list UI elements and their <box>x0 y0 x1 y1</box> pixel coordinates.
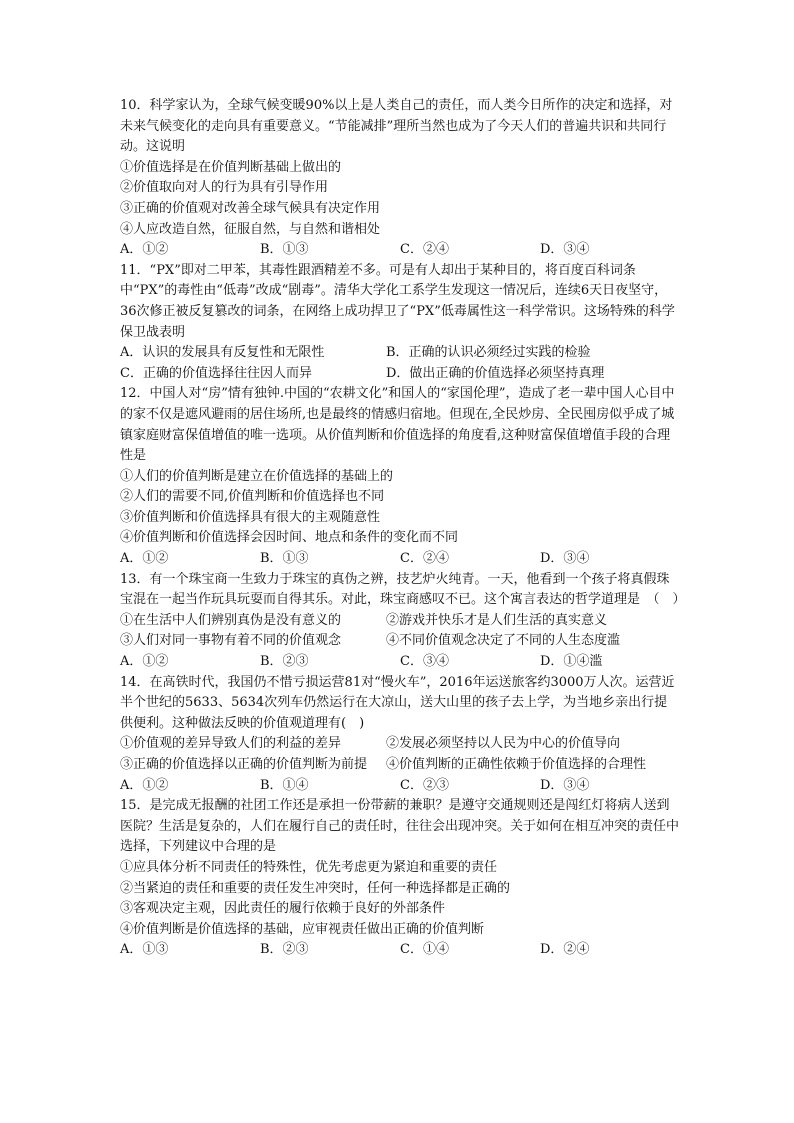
answer-choice-d: D．做出正确的价值选择必须坚持真理 <box>386 365 605 381</box>
statement-row <box>120 631 680 652</box>
statement-option: ①在生活中人们辨别真伪是没有意义的 <box>120 612 342 628</box>
question-stem: 12．中国人对“房”情有独钟.中国的“农耕文化”和国人的“家国伦理”，造成了老一辈中国人心目中的家不仅是遮风避雨的居住场所,也是最终的情感归宿地。但现在,全民炒房、全民囤房似乎成了城镇家庭财富保值增值的唯一选项。从价值判断和价值选择的角度看,这种财富保值增值手段的合理性是 <box>120 386 675 464</box>
answer-choices <box>120 652 680 673</box>
answer-choice-c: C．①④ <box>400 942 449 958</box>
answer-choices <box>120 940 680 961</box>
statement-option: ④价值判断和价值选择会因时间、地点和条件的变化而不同 <box>120 530 459 546</box>
question-stem: 11．“PX”即对二甲苯，其毒性跟酒精差不多。可是有人却出于某种目的，将百度百科词条中“PX”的毒性由“低毒”改成“剧毒”。清华大学化工系学生发现这一情况后，连续6天日夜坚守，36次修正被反复篡改的词条，在网络上成功捍卫了“PX”低毒属性这一科学常识。这场特殊的科学保卫战表明 <box>120 262 675 340</box>
statement-option: ①价值选择是在价值判断基础上做出的 <box>120 159 342 175</box>
question-14 <box>120 673 680 797</box>
statement-option: ④价值判断的正确性依赖于价值选择的合理性 <box>386 757 647 772</box>
answer-choice-a: A．①② <box>120 654 169 670</box>
statement-option: ①价值观的差异导致人们的利益的差异 <box>120 736 342 752</box>
answer-choices <box>120 364 680 385</box>
answer-choice-a: A．①③ <box>120 942 169 958</box>
answer-choice-d: D．②④ <box>540 942 590 958</box>
statement-row <box>120 611 680 632</box>
answer-choice-b: B．①④ <box>260 777 309 793</box>
statement-option: ②发展必须坚持以人民为中心的价值导向 <box>386 736 621 752</box>
answer-choice-d: D．③④ <box>540 242 590 258</box>
statement-option: ②当紧迫的责任和重要的责任发生冲突时，任何一种选择都是正确的 <box>120 880 511 896</box>
statement-row <box>120 734 680 755</box>
answer-choices <box>120 240 680 261</box>
statement-option: ③价值判断和价值选择具有很大的主观随意性 <box>120 509 381 525</box>
question-11 <box>120 261 680 385</box>
answer-choice-b: B．②③ <box>260 942 309 958</box>
statement-option: ④不同价值观念决定了不同的人生态度滥 <box>386 633 621 649</box>
statement-option: ④人应改造自然，征服自然，与自然和谐相处 <box>120 221 381 237</box>
answer-choices <box>120 549 680 570</box>
question-stem: 15．是完成无报酬的社团工作还是承担一份带薪的兼职？是遵守交通规则还是闯红灯将病人送到医院？生活是复杂的，人们在履行自己的责任时，往往会出现冲突。关于如何在相互冲突的责任中选择，下列建议中合理的是 <box>120 798 680 855</box>
question-15 <box>120 796 680 961</box>
statement-option: ③正确的价值选择以正确的价值判断为前提 <box>120 757 368 772</box>
question-stem: 10．科学家认为，全球气候变暖90%以上是人类自己的责任，而人类今日所作的决定和选择，对未来气候变化的走向具有重要意义。“节能减排”理所当然也成为了今天人们的普遍共识和共同行动。这说明 <box>120 98 673 155</box>
statement-option: ③客观决定主观，因此责任的履行依赖于良好的外部条件 <box>120 901 446 917</box>
answer-choice-d: D．①④滥 <box>540 654 603 670</box>
statement-option: ①应具体分析不同责任的特殊性，优先考虑更为紧迫和重要的责任 <box>120 859 498 875</box>
answer-choice-a: A．①② <box>120 242 169 258</box>
answer-choice-b: B．正确的认识必须经过实践的检验 <box>386 345 591 361</box>
answer-choice-b: B．①③ <box>260 551 309 567</box>
answer-choice-b: B．②③ <box>260 654 309 670</box>
question-stem: 14．在高铁时代，我国仍不惜亏损运营81对“慢火车”，2016年运送旅客约3000万人次。运营近半个世纪的5633、5634次列车仍然运行在大凉山，送大山里的孩子去上学，为当地乡亲出行提供便利。这种做法反映的价值观道理有( ) <box>120 674 675 731</box>
question-12 <box>120 384 680 569</box>
answer-choices <box>120 343 680 364</box>
statement-option: ①人们的价值判断是建立在价值选择的基础上的 <box>120 468 394 484</box>
answer-choice-c: C．②③ <box>400 777 449 793</box>
answer-choices <box>120 776 680 797</box>
answer-choice-d: D．③④ <box>540 551 590 567</box>
answer-choice-c: C．②④ <box>400 242 449 258</box>
answer-choice-c: C．③④ <box>400 654 449 670</box>
statement-option: ③正确的价值观对改善全球气候具有决定作用 <box>120 200 381 216</box>
answer-choice-d: D．③④ <box>540 777 590 793</box>
statement-option: ②价值取向对人的行为具有引导作用 <box>120 180 329 196</box>
statement-option: ④价值判断是价值选择的基础，应审视责任做出正确的价值判断 <box>120 921 485 937</box>
question-stem: 13．有一个珠宝商一生致力于珠宝的真伪之辨，技艺炉火纯青。一天，他看到一个孩子将真假珠宝混在一起当作玩具玩耍而自得其乐。对此，珠宝商感叹不已。这个寓言表达的哲学道理是 （ ） <box>120 571 686 608</box>
statement-option: ②游戏并快乐才是人们生活的真实意义 <box>386 612 608 628</box>
statement-option: ②人们的需要不同,价值判断和价值选择也不同 <box>120 489 385 505</box>
answer-choice-c: C．正确的价值选择往往因人而异 <box>120 365 312 381</box>
statement-row <box>120 755 680 776</box>
answer-choice-b: B．①③ <box>260 242 309 258</box>
answer-choice-a: A．认识的发展具有反复性和无限性 <box>120 345 325 361</box>
question-13 <box>120 570 686 673</box>
exam-page <box>120 96 686 961</box>
statement-option: ③人们对同一事物有着不同的价值观念 <box>120 633 342 649</box>
answer-choice-a: A．①② <box>120 777 169 793</box>
answer-choice-a: A．①② <box>120 551 169 567</box>
question-10 <box>120 96 680 261</box>
answer-choice-c: C．②④ <box>400 551 449 567</box>
